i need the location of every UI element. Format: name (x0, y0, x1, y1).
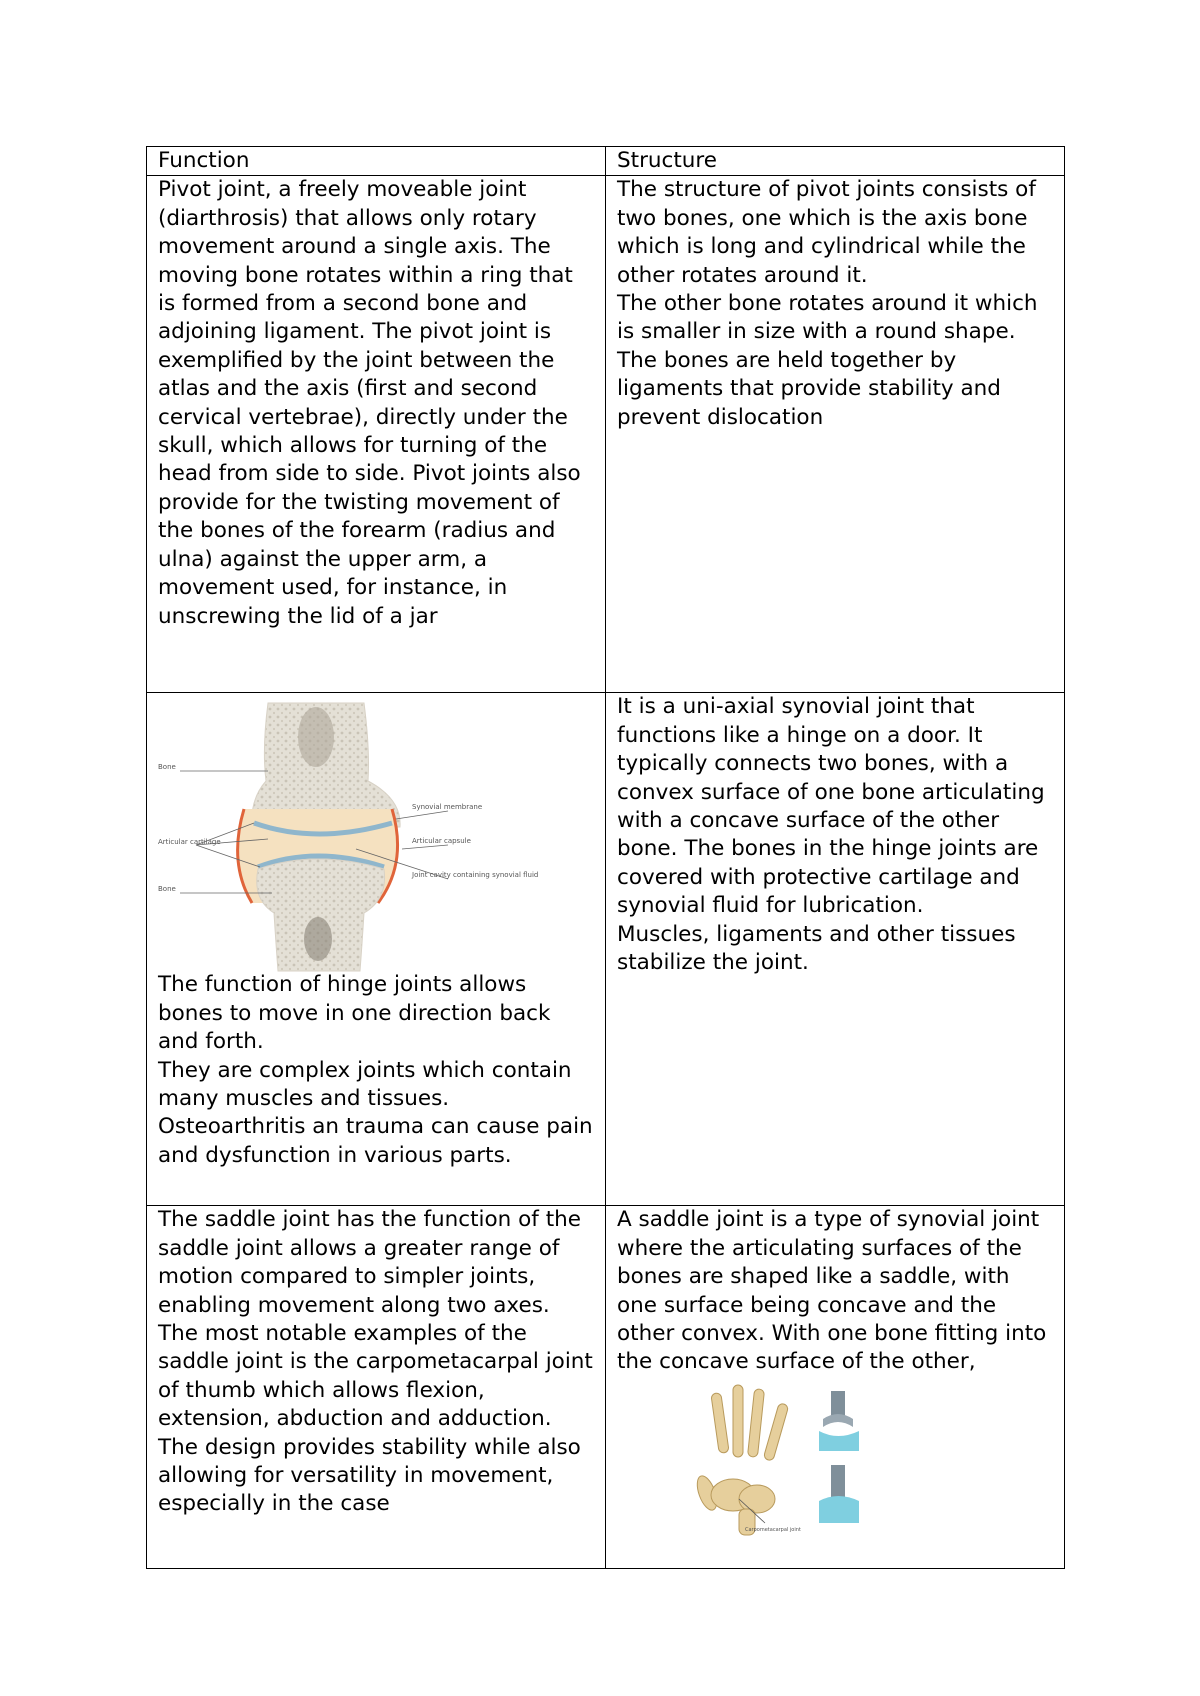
pivot-function-text: Pivot joint, a freely moveable joint (diarthrosis) that allows only rotary movement around a single axis. The moving bone rotates within a ring that is formed from a second bone and adjoining ligament. The pivot joint is exemplified by the joint between the atlas and the axis (first and second cervical vertebrae), directly under the skull, which allows for turning of the head from side to side. Pivot joints also provide for the twisting movement of the bones of the forearm (radius and ulna) against the upper arm, a movement used, for instance, in unscrewing the lid of a jar (158, 177, 581, 629)
table-header-row (147, 147, 1065, 176)
joints-table (146, 146, 1065, 1569)
pivot-structure-text-2: The other bone rotates around it which is smaller in size with a round shape. (617, 291, 1038, 345)
saddle-function-cell (147, 1206, 606, 1569)
hinge-function-text-2: They are complex joints which contain many muscles and tissues. Osteoarthritis an trauma can cause pain and dysfunction in various parts. (158, 1057, 593, 1168)
hinge-structure-text-2: Muscles, ligaments and other tissues stabilize the joint. (617, 921, 1016, 976)
pivot-function-cell (147, 176, 606, 693)
saddle-model-lower (819, 1465, 859, 1523)
table-row (147, 176, 1065, 693)
hinge-structure-cell (606, 693, 1065, 1206)
hinge-function-cell (147, 693, 606, 1206)
saddle-joint-illustration (699, 1383, 875, 1537)
label-bone-top: Bone (158, 763, 176, 772)
header-function: Function (147, 147, 606, 176)
saddle-function-text-1: The saddle joint has the function of the saddle joint allows a greater range of motion compared to simpler joints, enabling movement along two axes. The most notable examples of the saddle joint is the carpometacarpal joint of thumb which allows flexion, extension, abduction and adduction. (158, 1207, 593, 1432)
table-row (147, 693, 1065, 1206)
saddle-function-text-2: The design provides stability while also allowing for versatility in movement, especially in the case (158, 1434, 581, 1517)
saddle-structure-text: A saddle joint is a type of synovial joint where the articulating surfaces of the bones are shaped like a saddle, with one surface being concave and the other convex. With one bone fitting into the concave surface of the other, (617, 1207, 1047, 1375)
label-cmc-joint: Carpometacarpal joint (745, 1526, 801, 1533)
table-row (147, 1206, 1065, 1569)
label-synovial-membrane: Synovial membrane (412, 803, 483, 812)
saddle-structure-cell (606, 1206, 1065, 1569)
label-articular-capsule: Articular capsule (412, 837, 471, 846)
label-joint-cavity: Joint cavity containing synovial fluid (412, 871, 539, 880)
hinge-joint-illustration (156, 699, 539, 971)
hinge-structure-text-1: It is a uni-axial synovial joint that functions like a hinge on a door. It typically connects two bones, with a convex surface of one bone articulating with a concave surface of the other bone. The bones in the hinge joints are covered with protective cartilage and synovial fluid for lubrication. (617, 694, 1045, 919)
label-bone-bottom: Bone (158, 885, 176, 894)
pivot-structure-cell (606, 176, 1065, 693)
label-articular-cartilage: Articular cartilage (158, 838, 221, 847)
pivot-structure-text-3: The bones are held together by ligaments that provide stability and prevent dislocation (617, 347, 1001, 430)
saddle-model-upper (819, 1391, 859, 1451)
pivot-structure-text-1: The structure of pivot joints consists of two bones, one which is the axis bone which is long and cylindrical while the other rotates around it. (617, 177, 1036, 288)
hinge-function-text-1: The function of hinge joints allows bones to move in one direction back and forth. (158, 972, 551, 1055)
header-structure: Structure (606, 147, 1065, 176)
